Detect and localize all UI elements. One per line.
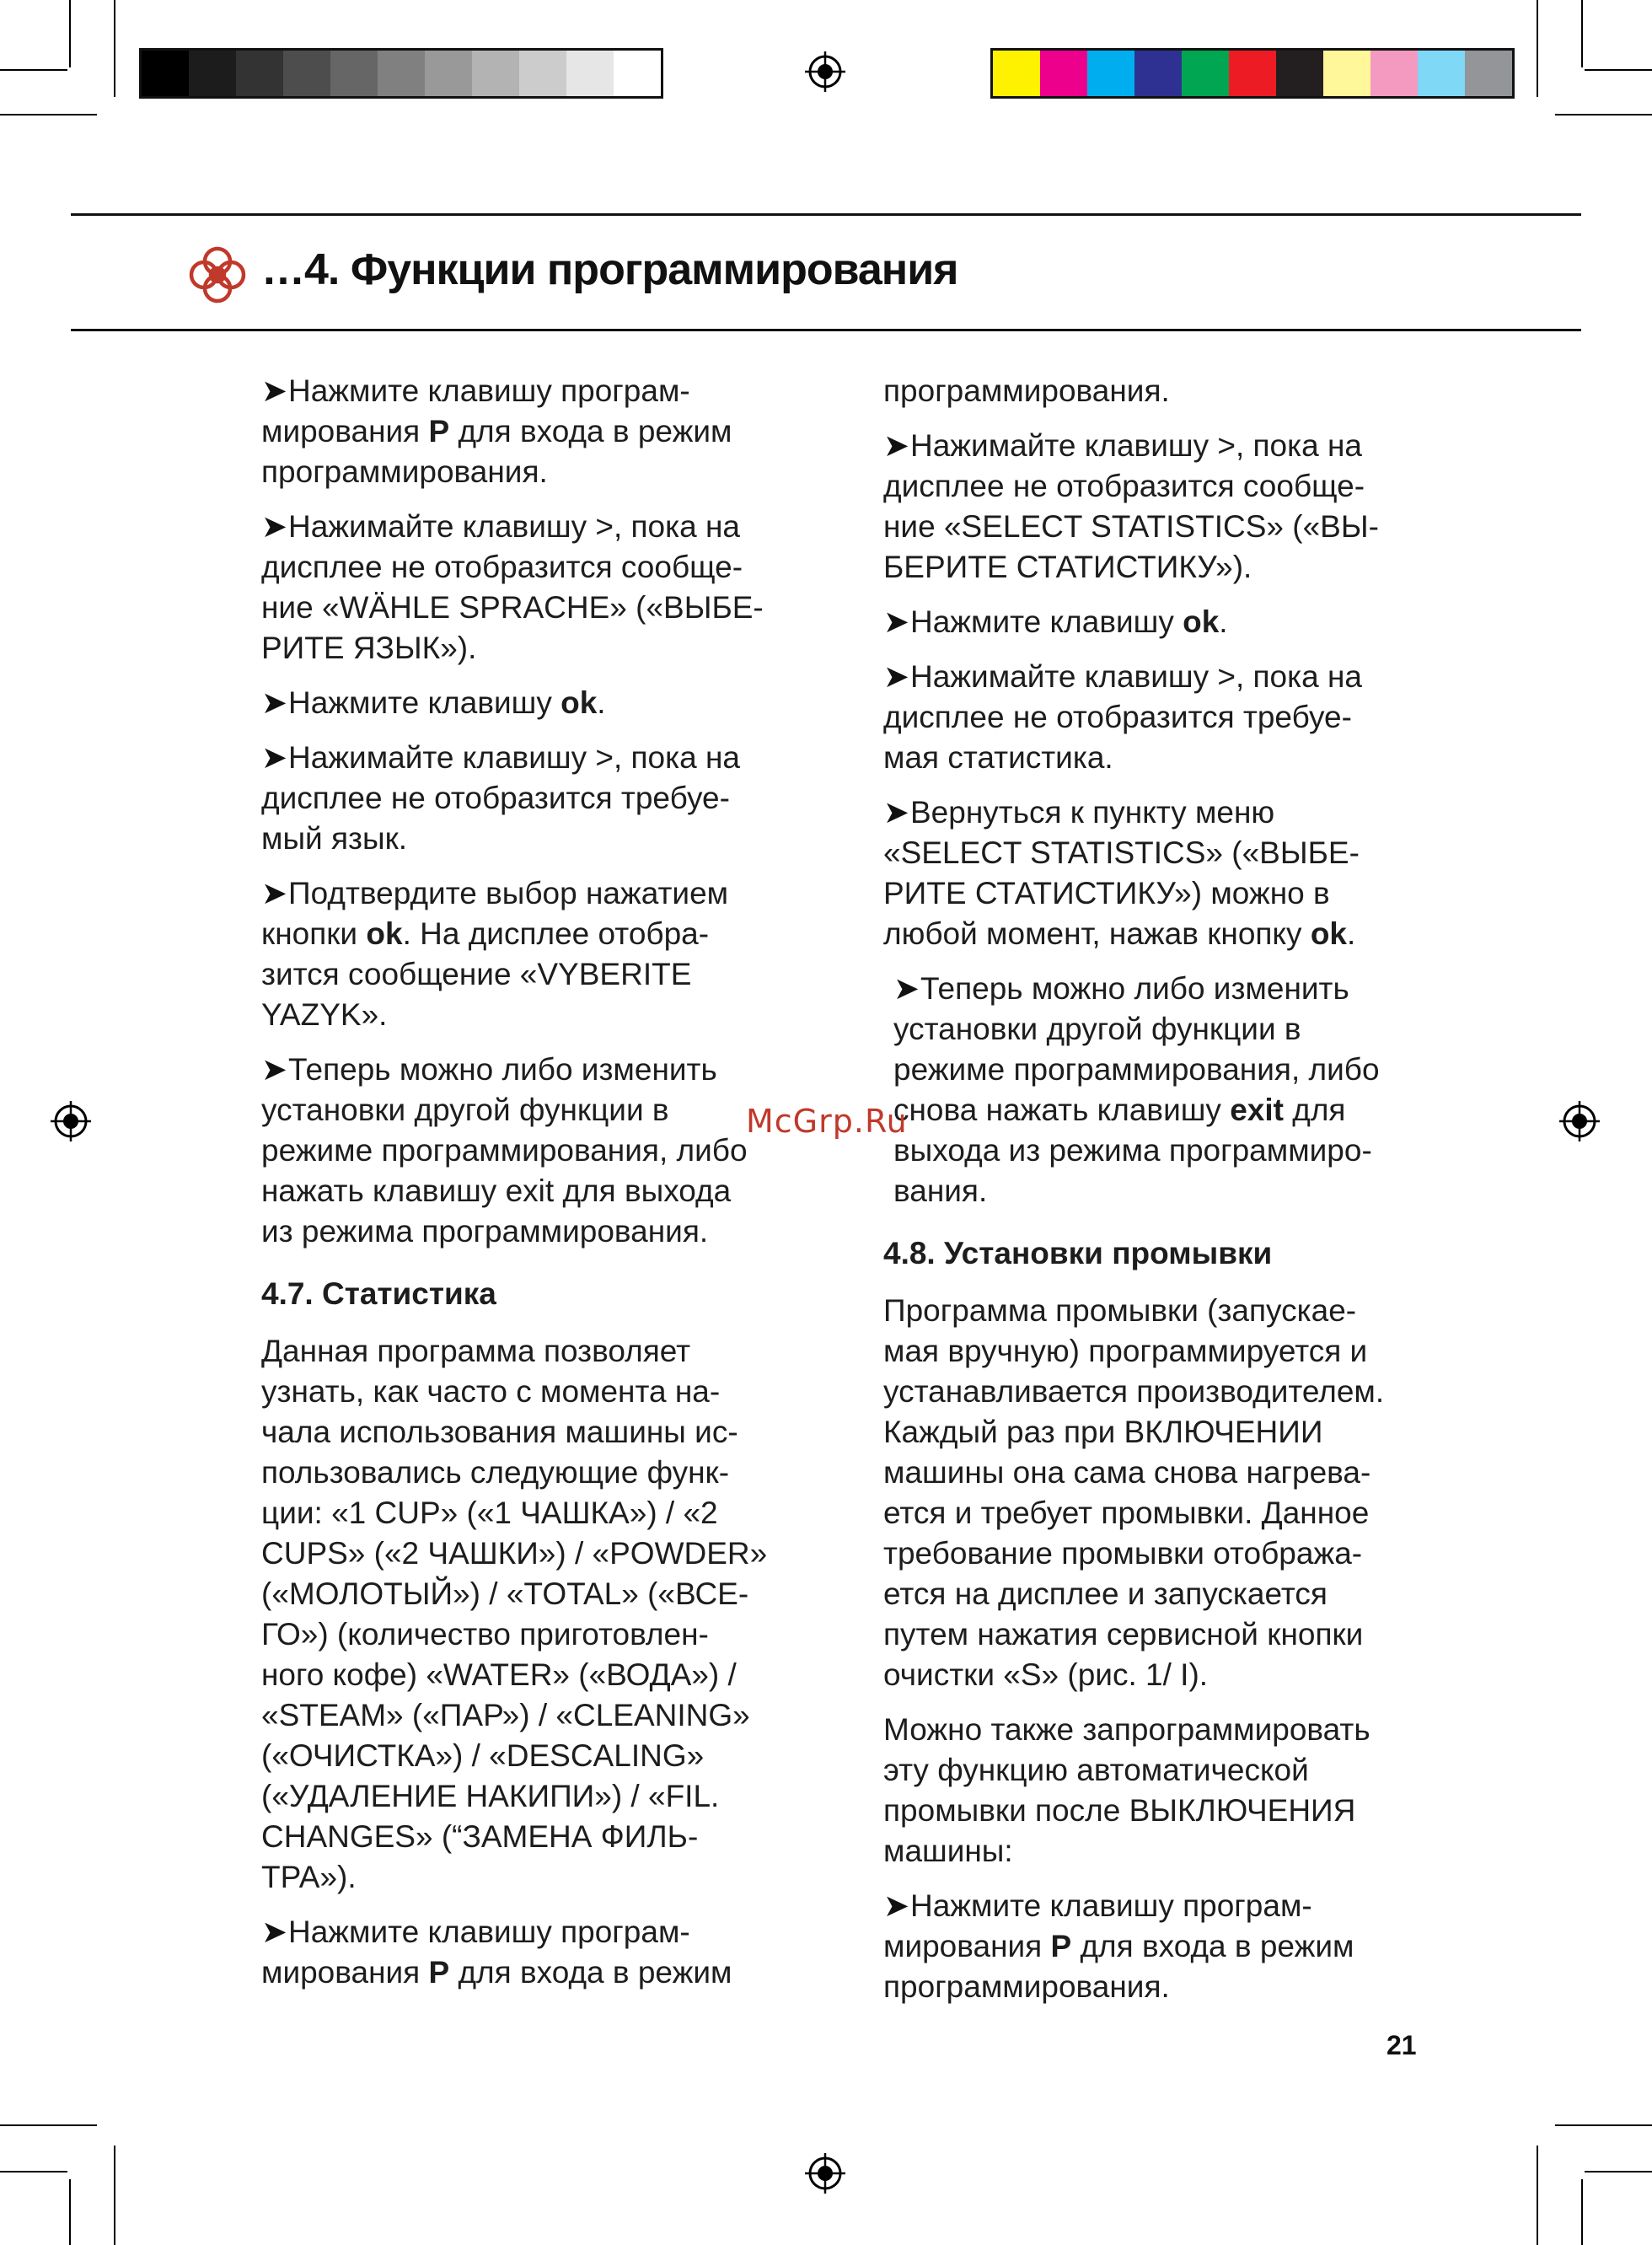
process-color-bar <box>990 48 1515 99</box>
crop-mark <box>69 0 71 67</box>
color-swatch <box>614 51 661 96</box>
crop-mark <box>1537 2146 1538 2245</box>
body-paragraph: Можно также запрограммировать эту функцию автоматической промывки после ВЫКЛЮЧЕНИЯ машины: <box>883 1712 1370 1868</box>
instruction-item: ➤Вернуться к пункту меню «SELECT STATISTICS» («ВЫБЕ- РИТЕ СТАТИСТИКУ») можно в любой момент, нажав кнопку ok. <box>883 792 1473 954</box>
header-bottom-rule <box>71 329 1581 331</box>
arrow-bullet-icon: ➤ <box>883 428 910 463</box>
crop-mark <box>1581 0 1583 67</box>
color-swatch <box>1370 51 1418 96</box>
arrow-bullet-icon: ➤ <box>261 1915 288 1949</box>
color-swatch <box>1087 51 1134 96</box>
right-column <box>883 371 1473 2022</box>
crop-mark <box>114 0 115 97</box>
instruction-item: ➤Нажмите клавишу ok. <box>261 683 818 723</box>
left-column <box>261 371 818 2007</box>
crop-mark <box>1585 69 1652 71</box>
instruction-item: ➤Нажимайте клавишу >, пока на дисплее не отобразится требуе- мый язык. <box>261 738 818 859</box>
crop-mark <box>1555 114 1652 115</box>
color-swatch <box>283 51 330 96</box>
crop-mark <box>0 114 97 115</box>
crop-mark <box>114 2146 115 2245</box>
crop-mark <box>69 2179 71 2245</box>
instruction-item: ➤Нажмите клавишу програм- мирования P для входа в режим <box>261 1912 818 1993</box>
body-paragraph: программирования. <box>883 373 1170 408</box>
instruction-item: ➤Нажимайте клавишу >, пока на дисплее не отобразится сообще- ние «SELECT STATISTICS» («ВЫ- БЕРИТЕ СТАТИСТИКУ»). <box>883 426 1473 588</box>
color-swatch <box>378 51 425 96</box>
arrow-bullet-icon: ➤ <box>261 373 288 408</box>
crop-mark <box>0 2171 67 2172</box>
header-top-rule <box>71 213 1581 216</box>
crop-mark <box>1581 2179 1583 2245</box>
arrow-bullet-icon: ➤ <box>883 659 910 694</box>
body-paragraph: Данная программа позволяет узнать, как часто с момента на- чала использования машины ис- пользовались следующие функ- ции: «1 CUP» («1 ЧАШКА») / «2 CUPS» («2 ЧАШКИ») / «POWDER» («МОЛОТЫЙ») / «TOTAL» («ВСЕ- ГО») (количество приготовлен- ного кофе) «WATER» («ВОДА») / «STEAM» («ПАР») / «CLEANING» («ОЧИСТКА») / «DESCALING» («УДАЛЕНИЕ НАКИПИ») / «FIL. CHANGES» (“ЗАМЕНА ФИЛЬ- ТРА»). <box>261 1334 768 1894</box>
color-swatch <box>1134 51 1182 96</box>
color-swatch <box>142 51 189 96</box>
registration-mark-icon <box>805 51 845 92</box>
color-swatch <box>1182 51 1229 96</box>
color-swatch <box>425 51 472 96</box>
instruction-item: ➤Теперь можно либо изменить установки другой функции в режиме программирования, либо снова нажать клавишу exit для выхода из режима программиро- вания. <box>883 969 1473 1211</box>
color-swatch <box>993 51 1040 96</box>
color-swatch <box>189 51 236 96</box>
watermark: McGrp.Ru <box>746 1103 908 1140</box>
color-swatch <box>236 51 283 96</box>
crop-mark <box>1537 0 1538 97</box>
arrow-bullet-icon: ➤ <box>261 509 288 544</box>
registration-mark-icon <box>805 2153 845 2194</box>
color-swatch <box>1465 51 1512 96</box>
color-swatch <box>1323 51 1370 96</box>
arrow-bullet-icon: ➤ <box>893 971 920 1006</box>
crop-mark <box>0 2124 97 2126</box>
flower-logo-icon <box>185 243 249 307</box>
color-swatch <box>519 51 566 96</box>
instruction-item: ➤Нажмите клавишу програм- мирования P для входа в режим программирования. <box>883 1886 1473 2007</box>
arrow-bullet-icon: ➤ <box>883 795 910 830</box>
color-swatch <box>330 51 378 96</box>
instruction-item: ➤Нажмите клавишу ok. <box>883 602 1473 642</box>
color-swatch <box>472 51 519 96</box>
arrow-bullet-icon: ➤ <box>883 604 910 639</box>
body-paragraph: Программа промывки (запускае- мая вручную) программируется и устанавливается производителем. Каждый раз при ВКЛЮЧЕНИИ машины она сама снова нагрева- ется и требует промывки. Данное требование промывки отобража- ется на дисплее и запускается путем нажатия сервисной кнопки очистки «S» (рис. 1/ I). <box>883 1293 1385 1692</box>
page-number: 21 <box>1386 2030 1417 2060</box>
color-swatch <box>566 51 614 96</box>
gray-color-bar <box>139 48 663 99</box>
registration-mark-icon <box>51 1101 91 1141</box>
crop-mark <box>1585 2171 1652 2172</box>
color-swatch <box>1229 51 1276 96</box>
arrow-bullet-icon: ➤ <box>261 1052 288 1087</box>
registration-mark-icon <box>1559 1101 1600 1141</box>
section-heading-statistics: 4.7. Статистика <box>261 1276 496 1311</box>
crop-mark <box>1555 2124 1652 2126</box>
instruction-item: ➤Нажимайте клавишу >, пока на дисплее не отобразится требуе- мая статистика. <box>883 657 1473 778</box>
color-swatch <box>1418 51 1465 96</box>
instruction-item: ➤Нажмите клавишу програм- мирования P для входа в режим программирования. <box>261 371 818 492</box>
section-heading-rinse-settings: 4.8. Установки промывки <box>883 1236 1273 1270</box>
color-swatch <box>1276 51 1323 96</box>
arrow-bullet-icon: ➤ <box>261 685 288 720</box>
arrow-bullet-icon: ➤ <box>261 740 288 775</box>
crop-mark <box>0 69 67 71</box>
arrow-bullet-icon: ➤ <box>261 876 288 910</box>
color-swatch <box>1040 51 1087 96</box>
page-title: …4. Функции программирования <box>261 245 958 294</box>
instruction-item: ➤Нажимайте клавишу >, пока на дисплее не отобразится сообще- ние «WÄHLE SPRACHE» («ВЫБЕ- РИТЕ ЯЗЫК»). <box>261 507 818 669</box>
arrow-bullet-icon: ➤ <box>883 1888 910 1923</box>
instruction-item: ➤Теперь можно либо изменить установки другой функции в режиме программирования, либо нажать клавишу exit для выхода из режима программирования. <box>261 1050 818 1252</box>
instruction-item: ➤Подтвердите выбор нажатием кнопки ok. На дисплее отобра- зится сообщение «VYBERITE YAZYK». <box>261 873 818 1035</box>
